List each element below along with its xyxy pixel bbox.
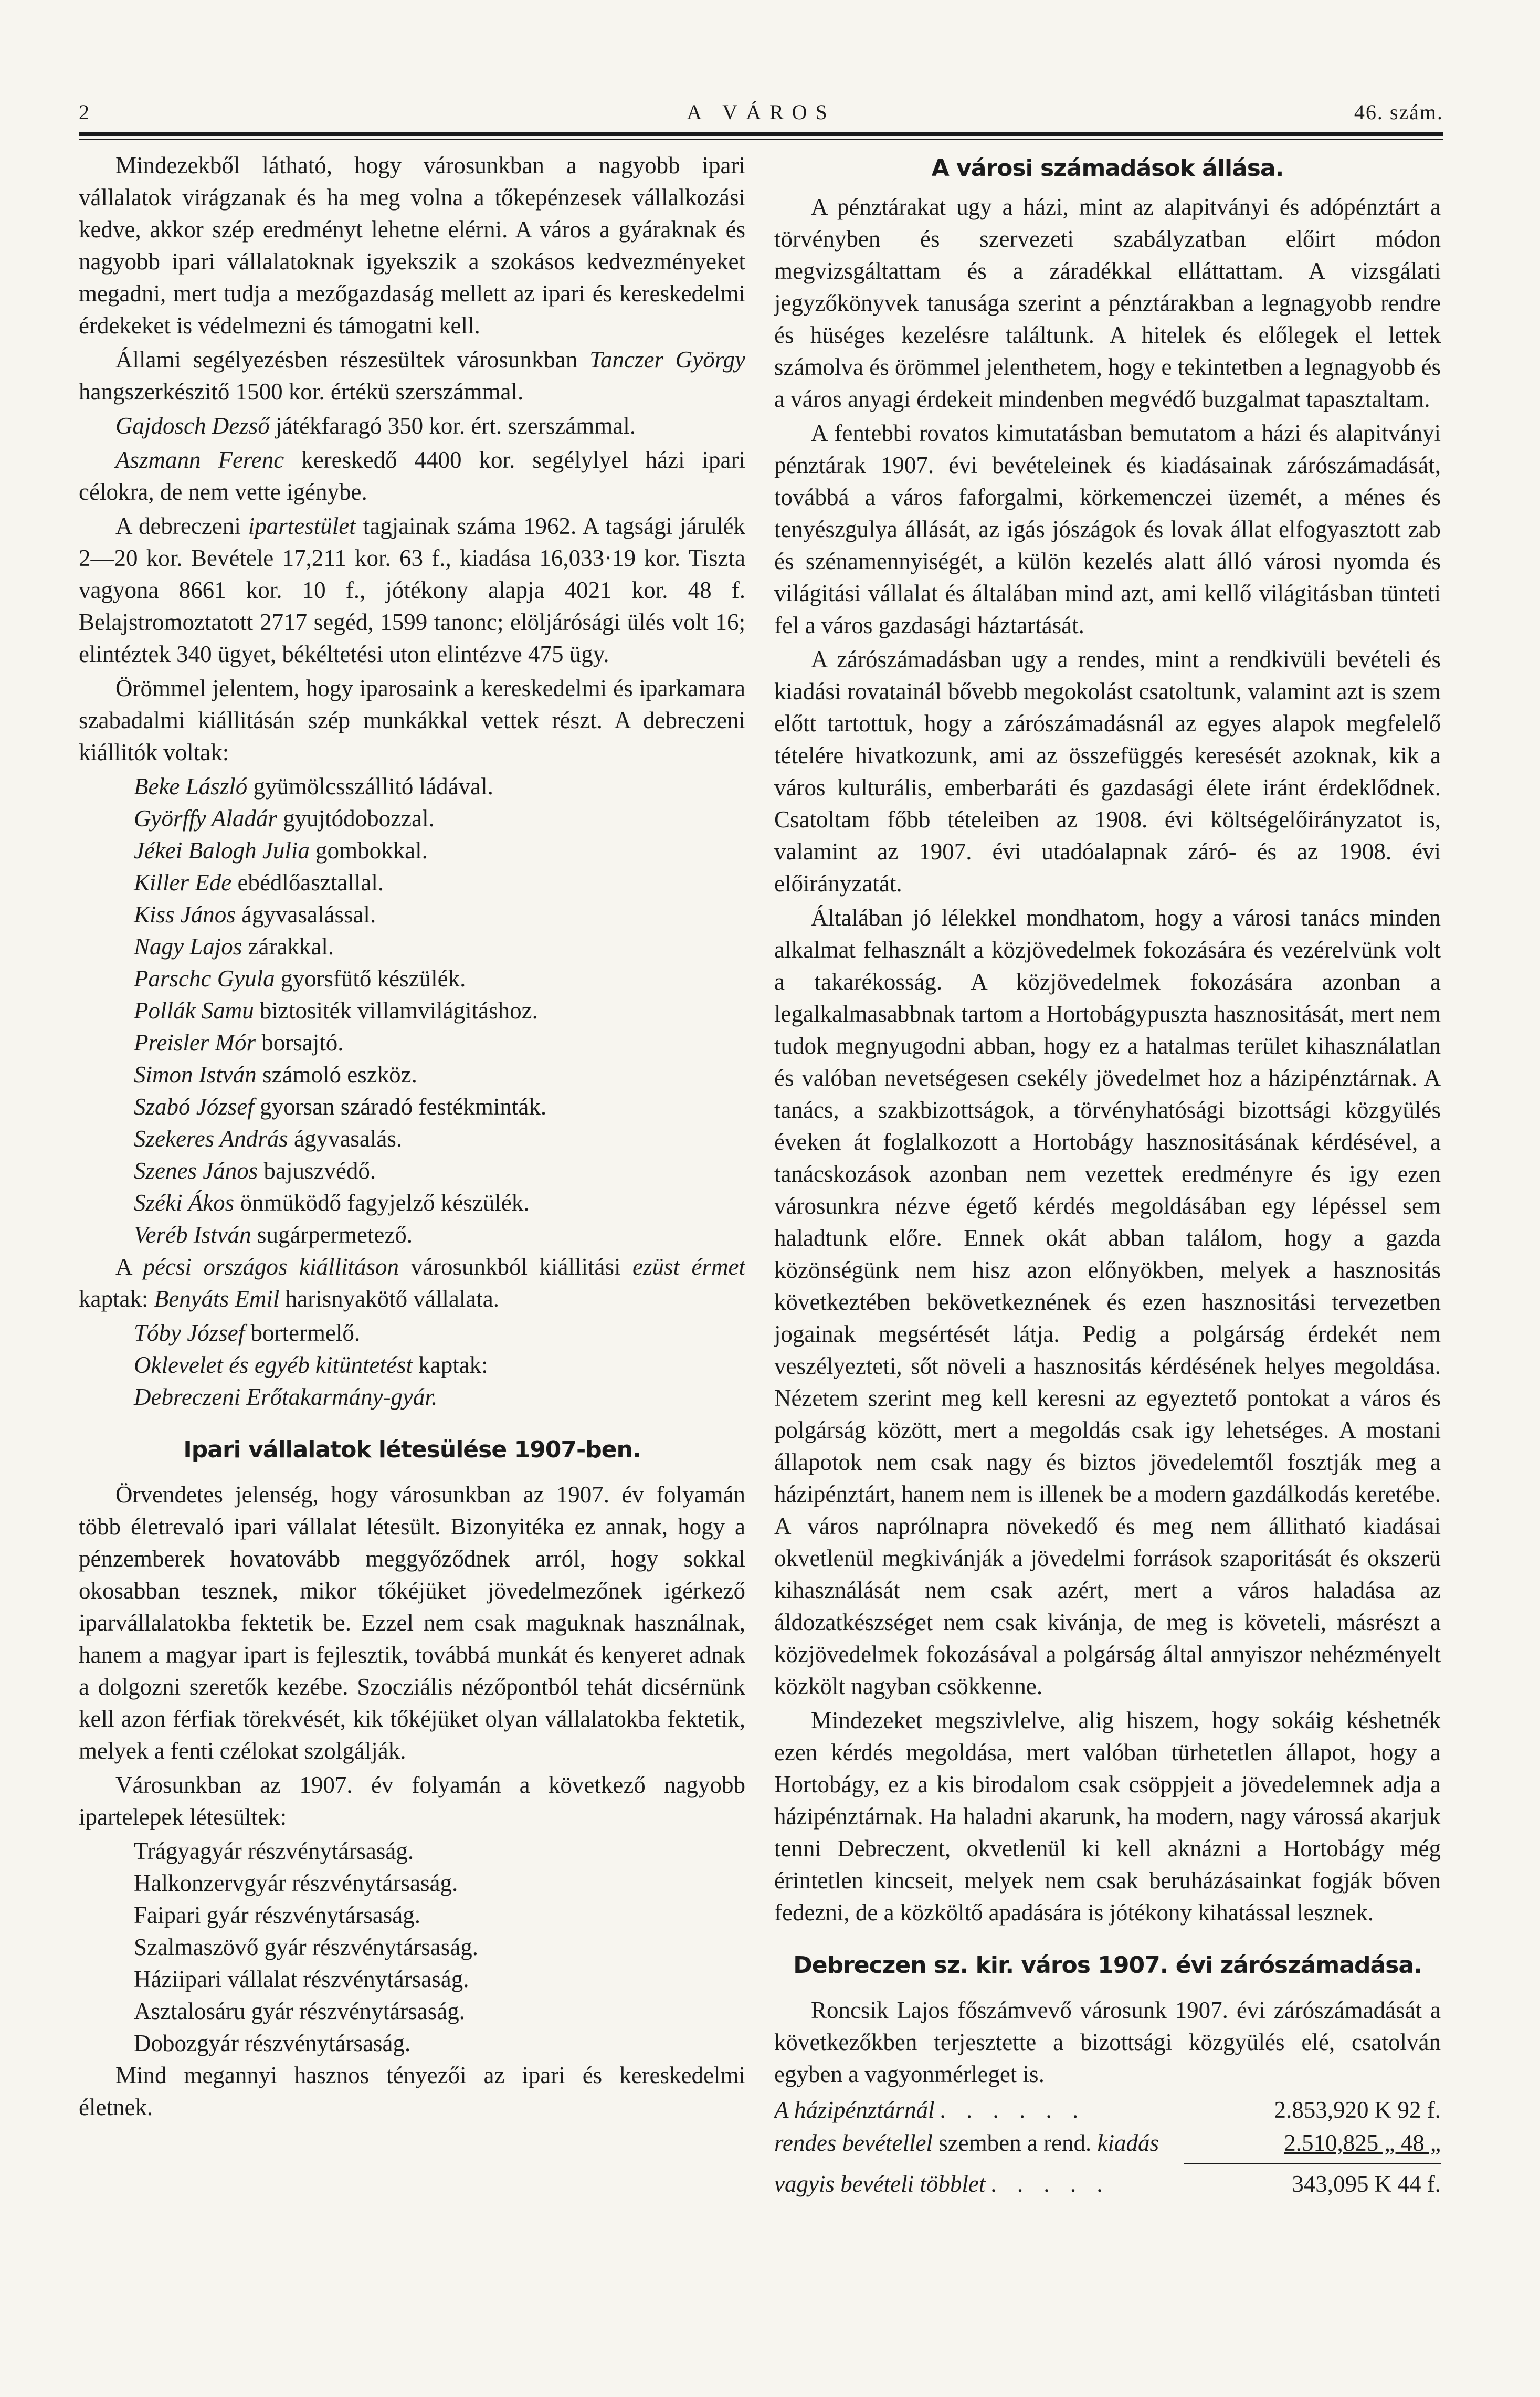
list-item: Parschc Gyula gyorsfütő készülék.	[134, 965, 466, 992]
list-item: Kiss János ágyvasalással.	[134, 901, 376, 928]
exhibitor-list	[79, 771, 745, 1251]
list-item: Asztalosáru gyár részvénytársaság.	[134, 1998, 465, 2024]
paragraph-exhibition-intro: Örömmel jelentem, hogy iparosaink a kereskedelmi és iparkamara szabadalmi kiállitásán szép munkákkal vettek részt. A debreczeni kiállitók voltak:	[79, 675, 745, 765]
issue-number: 46. szám.	[1354, 100, 1443, 124]
grant-recipient-name: Gajdosch Dezső	[115, 413, 270, 439]
ledger-sum-rule	[1184, 2163, 1441, 2164]
paragraph-roncsik: Roncsik Lajos főszámvevő városunk 1907. évi zárószámadását a következőkben terjesztette a bizottsági közgyülés elé, csatolván egyben a vagyonmérleget is.	[774, 1997, 1441, 2087]
list-item: Jékei Balogh Julia gombokkal.	[134, 837, 428, 864]
paragraph-industry-summary: Mindezekből látható, hogy városunkban a nagyobb ipari vállalatok virágzanak és ha meg volna a tőkepénzesek vállalkozási kedve, akkor szép eredményt lehetne elérni. A város a gyáraknak és nagyobb ipari vállalatoknak igyekszik a szokásos kedvezményeket megadni, mert tudja a mezőgazdaság mellett az ipari és kereskedelmi érdekeket is védelmezni és támogatni kell.	[79, 152, 745, 339]
paragraph-pecs-exhibition: A pécsi országos kiállitáson városunkból kiállitási ezüst érmet kaptak: Benyáts Emil harisnyakötő vállalata.	[79, 1254, 745, 1312]
page-header	[79, 100, 1443, 131]
ledger-row: vagyis bevételi többlet . . . . . 343,095 K 44 f.	[774, 2171, 1441, 2197]
paragraph-cash-audit: A pénztárakat ugy a házi, mint az alapitványi és adópénztárt a törvényben és szervezeti szabályzatban előirt módon megvizsgáltattam és a záradékkal elláttattam. A vizsgálati jegyzőkönyvek tanusága szerint a pénztárakban a legnagyobb rendre és hüséges kezelésre találtunk. A hitelek és előlegek el lettek számolva és örömmel jelenthetem, hogy e tekintetben a legnagyobb és a város anyagi érdekeit mindenben megvédő buzgalmat tapasztaltam.	[774, 194, 1441, 412]
list-item: Széki Ákos önmüködő fagyjelző készülék.	[134, 1190, 530, 1216]
paragraph-state-grants: Állami segélyezésben részesültek városunkban Tanczer György hangszerkészitő 1500 kor. értékü szerszámmal.	[79, 346, 745, 405]
list-item: Faipari gyár részvénytársaság.	[134, 1902, 421, 1928]
newspaper-title: A VÁROS	[687, 100, 836, 124]
list-item: Beke László gyümölcsszállitó ládával.	[134, 773, 493, 800]
paragraph-closing-accounts: A zárószámadásban ugy a rendes, mint a rendkivüli bevételi és kiadási rovatainál bővebb megokolást csatoltunk, valamint azt is szem előtt tartottuk, hogy a zárószámadásnál az egyes alapok megfelelő tételére hivatkozunk, ami az összefüggés keresését azoknak, kik a város kulturális, emberbaráti és gazdasági élete iránt érdeklődnek. Csatoltam főbb tételeiben az 1908. évi költségelőirányzatot is, valamint az 1907. évi utadóalapnak záró- és az 1908. évi előirányzatát.	[774, 646, 1441, 897]
section-heading: Ipari vállalatok létesülése 1907-ben.	[183, 1436, 641, 1463]
paragraph-new-companies: Örvendetes jelenség, hogy városunkban az 1907. év folyamán több életrevaló ipari vállalat létesült. Bizonyitéka ez annak, hogy a pénzemberek hovatovább meggyőződnek arról, hogy sokkal okosabban tesznek, mikor tőkéjüket jövedelmezőnek igérkező iparvállalatokba fektetik be. Ezzel nem csak maguknak használnak, hanem a magyar ipart is fejlesztik, továbbá munkát és kenyeret adnak a dolgozni szeretők kezébe. Szocziális nézőpontból tehát dicsérnünk kell azon férfiak törekvését, kik tőkéjüket olyan vállalatokba fektetik, melyek a fenti czélokat szolgálják.	[79, 1481, 745, 1764]
list-item: Szenes János bajuszvédő.	[134, 1158, 376, 1184]
ledger-row: A házipénztárnál . . . . . . 2.853,920 K 92 f.	[774, 2097, 1441, 2123]
list-item: Tóby József bortermelő.	[134, 1320, 361, 1346]
list-item: Szalmaszövő gyár részvénytársaság.	[134, 1934, 478, 1960]
company-list	[79, 1835, 745, 2059]
list-item: Simon István számoló eszköz.	[134, 1061, 417, 1088]
list-item: Preisler Mór borsajtó.	[134, 1029, 344, 1056]
list-item: Debreczeni Erőtakarmány-gyár.	[134, 1384, 438, 1410]
ledger-table	[774, 2094, 1441, 2201]
grant-recipient-name: Aszmann Ferenc	[115, 447, 284, 473]
paragraph-list-intro: Városunkban az 1907. év folyamán a következő nagyobb ipartelepek létesültek:	[79, 1772, 745, 1830]
header-rule-thick	[79, 132, 1443, 136]
list-item: Pollák Samu biztositék villamvilágitáshoz.	[134, 997, 538, 1024]
list-item: Györffy Aladár gyujtódobozzal.	[134, 805, 435, 832]
section-heading: A városi számadások állása.	[931, 155, 1284, 182]
list-item: Nagy Lajos zárakkal.	[134, 933, 334, 960]
paragraph-hortobagy-2: Mindezeket megszivlelve, alig hiszem, hogy sokáig késhetnék ezen kérdés megoldása, mert valóban türhetetlen állapot, hogy a Hortobágy, ez a kis birodalom csak csöppjeit a jövedelemnek adja a házipénztárnak. Ha haladni akarunk, ha modern, nagy várossá akarjuk tenni Debreczent, okvetlenül ki kell aknázni a Hortobágy még érintetlen kincseit, melyek nem csak beruházásainkat fogják bőven fedezni, de a közköltő apadására is jótékony kihatással lesznek.	[774, 1707, 1441, 1926]
paragraph-trade-union: A debreczeni ipartestület tagjainak száma 1962. A tagsági járulék 2—20 kor. Bevétele 17,211 kor. 63 f., kiadása 16,033·19 kor. Tiszta vagyona 8661 kor. 10 f., jótékony alapja 4021 kor. 48 f. Belajstromoztatott 2717 segéd, 1599 tanonc; elöljárósági ülés volt 16; elintéztek 340 ügyet, békéltetési uton elintézve 475 ügy.	[79, 513, 745, 667]
list-item: Veréb István sugárpermetező.	[134, 1222, 413, 1248]
section-heading: Debreczen sz. kir. város 1907. évi zárószámadása.	[793, 1952, 1422, 1979]
list-item: Dobozgyár részvénytársaság.	[134, 2030, 411, 2056]
list-item: Szabó József gyorsan száradó festékminták.	[134, 1094, 547, 1120]
list-item: Oklevelet és egyéb kitüntetést kaptak:	[134, 1352, 488, 1378]
grant-recipient-name: Tanczer György	[589, 346, 745, 373]
list-item: Szekeres András ágyvasalás.	[134, 1126, 403, 1152]
list-item: Trágyagyár részvénytársaság.	[134, 1838, 414, 1864]
list-item: Háziipari vállalat részvénytársaság.	[134, 1966, 469, 1992]
left-column	[79, 150, 745, 2328]
paragraph-grant-3: Aszmann Ferenc kereskedő 4400 kor. segélylyel házi ipari célokra, de nem vette igénybe.	[79, 447, 745, 505]
union-name: ipartestület	[248, 513, 356, 539]
header-rule-thin	[79, 139, 1443, 140]
list-item: Killer Ede ebédlőasztallal.	[134, 869, 384, 896]
paragraph-hortobagy: Általában jó lélekkel mondhatom, hogy a városi tanács minden alkalmat felhasznált a közjövedelmek fokozására és vezérelvünk volt a takarékosság. A közjövedelmek fokozására azonban a legalkalmasabbnak tartom a Hortobágypuszta hasznositását, mert nem tudok megnyugodni abban, hogy ez a hatalmas terület kihasználatlan és valóban nevetségesen csekély jövedelmet hoz a házipénztárnak. A tanács, a szakbizottságok, a törvényhatósági bizottsági közgyülés éveken át foglalkozott a Hortobágy hasznositásának kérdésével, a tanácskozások azonban nem vezettek eredményre és igy ezen városunkra nézve égető kérdés megoldásában egy lépéssel sem haladtunk előre. Ennek okát abban találom, hogy a gazda közönségünk nem hisz azon előnyökben, melyek a hasznositás következtében bekövetkeznének és ezen hasznositási tervezetben jogainak megsértését látja. Pedig a polgárság érdekét nem veszélyezteti, sőt növeli a hasznositás kérdésének helyes megoldása. Nézetem szerint meg kell keresni az egyeztető pontokat a város és polgárság között, mert a megoldás csak igy lehetséges. A mostani állapotok nem csak nagy és biztos jövedelemtől fosztják meg a házipénztárt, hanem nem is illenek be a modern gazdálkodás keretébe. A város naprólnapra növekedő és meg nem állitható kiadásai okvetlenül megkivánják a jövedelmi források szaporitását és okszerü kihasználását nem csak azért, mert a város haladása az áldozatkészséget nem csak kivánja, de meg is követeli, másrészt a közjövedelmek fokozásával a polgárság által annyiszor nehézményelt közkölt nagyban csökkenne.	[774, 905, 1441, 1699]
list-item: Halkonzervgyár részvénytársaság.	[134, 1870, 458, 1896]
right-column	[774, 150, 1441, 2328]
ledger-row: rendes bevétellel szemben a rend. kiadás 2.510,825 „ 48 „	[774, 2130, 1441, 2156]
paragraph-closing: Mind megannyi hasznos tényezői az ipari és kereskedelmi életnek.	[79, 2062, 745, 2120]
paragraph-statement: A fentebbi rovatos kimutatásban bemutatom a házi és alapitványi pénztárak 1907. évi bevételeinek és kiadásainak zárószámadását, továbbá a város faforgalmi, körkemenczei üzemét, a ménes és tenyészgulya állását, az igás jószágok és lovak állat elfogyasztott zab és szénamennyiségét, a külön kezelés alatt álló városi nyomda és világitási vállalat és általában mind azt, ami kellő világitásban tünteti fel a város gazdasági háztartását.	[774, 420, 1441, 638]
page-number: 2	[79, 100, 90, 124]
paragraph-grant-2: Gajdosch Dezső játékfaragó 350 kor. ért. szerszámmal.	[115, 413, 636, 439]
